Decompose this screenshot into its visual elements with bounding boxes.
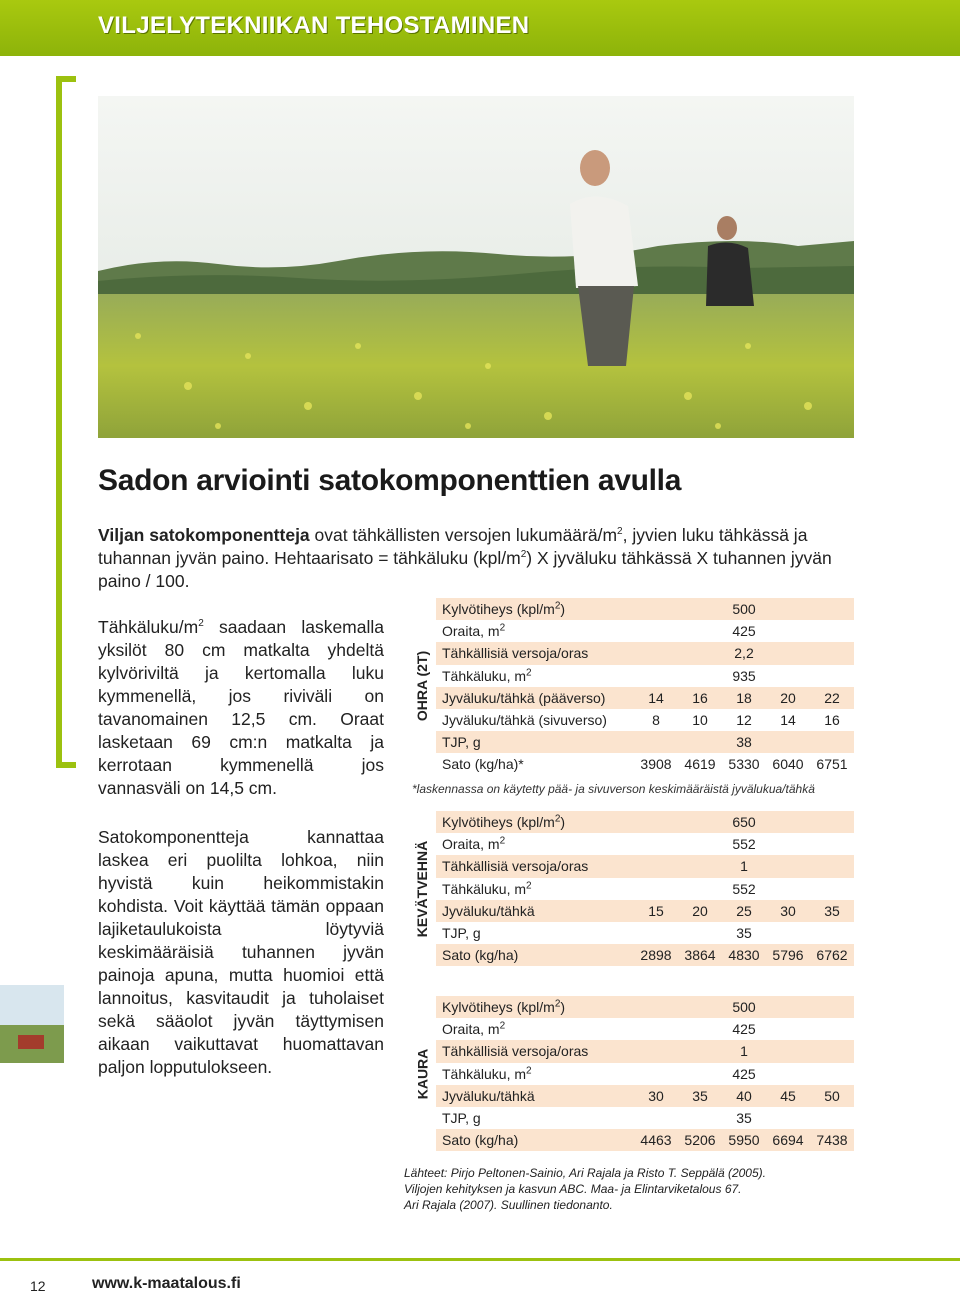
table-row: Kylvötiheys $(kpl/m^2)$ 500 (436, 996, 854, 1018)
table-row: Jyväluku/tähkä (sivuverso) 8 10 12 14 16 (442, 711, 840, 728)
table-row: Oraita, $m^2$ 552 (442, 835, 756, 853)
table-row: Sato (kg/ha) 2898 3864 4830 5796 6762 (436, 944, 854, 966)
col2-text: Satokomponentteja kannattaa laskea eri puolilta lohkoa, niin hyvistä kuin heikommistakin kohdista. Voit käyttää tämän oppaan lajiketaulukoista löytyviä keskimääräisiä tuhannen jyvän painoja apuna, mutta huomioi että lannoitus, kasvitaudit ja tuholaiset sekä sääolot jyvän täyttymisen aikaan vaikuttavat huomattavan paljon lopputulokseen. (98, 827, 384, 1077)
table-row: TJP, g 38 (436, 731, 854, 753)
column-paragraph-1 (98, 616, 384, 800)
table-ohra (436, 598, 854, 776)
page-number: 12 (30, 1278, 46, 1294)
table-row: Sato (kg/ha) 4463 5206 5950 6694 7438 (436, 1129, 854, 1151)
table-row: Kylvötiheys $(kpl/m^2)$ 500 (436, 598, 854, 620)
col1-text-b: saadaan laskemalla yksilöt 80 cm matkalta yhdeltä kylvöriviltä ja kertomalla luku kymmenellä, jos riviväli on tavanomainen 12,5 cm. Oraat lasketaan 69 cm:n matkalta ja kerrotaan kymmenellä jos vannasväli on 14,5 cm. (98, 617, 384, 798)
decorative-bracket (56, 76, 76, 768)
side-thumbnail (0, 985, 64, 1063)
footer-url[interactable]: www.k-maatalous.fi (92, 1275, 241, 1292)
table-kaura (436, 996, 854, 1151)
source-line: Viljojen kehityksen ja kasvun ABC. Maa- ja Elintarviketalous 67. (404, 1182, 742, 1196)
intro-paragraph (98, 524, 858, 593)
header-title: VILJELYTEKNIIKAN TEHOSTAMINEN (98, 12, 530, 39)
sources (404, 1165, 766, 1213)
table-row: TJP, g 35 (442, 1109, 752, 1126)
col1-text-a: Tähkäluku/m (98, 617, 199, 637)
table-row: Oraita, $m^2$ 425 (442, 622, 756, 640)
table-label-kaura: KAURA (414, 1048, 430, 1099)
table-kevatvehna (436, 811, 854, 966)
section-title: Sadon arviointi satokomponenttien avulla (98, 464, 682, 497)
table-row: Tähkäluku, $m^2$ 425 (442, 1064, 756, 1082)
table-row: Tähkällisiä versoja/oras 2,2 (436, 642, 854, 664)
intro-sup-1: 2 (617, 526, 623, 538)
footer-bar (0, 1258, 960, 1261)
table-label-kevatvehna: KEVÄTVEHNÄ (414, 840, 430, 937)
intro-sup-2: 2 (520, 549, 527, 561)
table-row: Jyväluku/tähkä 30 35 40 45 50 (436, 1085, 854, 1107)
table-row: Oraita, $m^2$ 425 (442, 1020, 756, 1038)
table-row: Tähkäluku, $m^2$ 552 (442, 879, 756, 897)
intro-bold-lead: Viljan satokomponentteja (98, 525, 310, 545)
intro-text-c: ) X jyväluku tähkässä X tuhannen jyvän paino / 100. (98, 548, 832, 591)
table-row: Sato (kg/ha)* 3908 4619 5330 6040 6751 (442, 756, 848, 773)
table-row: Jyväluku/tähkä 15 20 25 30 35 (436, 900, 854, 922)
table-label-ohra: OHRA (2T) (414, 650, 431, 722)
source-line: Ari Rajala (2007). Suullinen tiedonanto. (404, 1198, 613, 1212)
table-row: Kylvötiheys $(kpl/m^2)$ 650 (436, 811, 854, 833)
column-paragraph-2 (98, 826, 384, 1079)
source-line: Lähteet: Pirjo Peltonen-Sainio, Ari Rajala ja Risto T. Seppälä (2005). (404, 1166, 766, 1180)
intro-text-b: , jyvien luku tähkässä ja tuhannan jyvän paino. Hehtaarisato = tähkäluku (kpl/m (98, 525, 808, 568)
col1-sup: 2 (198, 618, 204, 630)
table-row: Tähkällisiä versoja/oras 1 (436, 1040, 854, 1062)
table-note: *laskennassa on käytetty pää- ja sivuverson keskimääräistä jyvälukua/tähkä (412, 782, 815, 796)
table-row: TJP, g 35 (442, 924, 752, 941)
intro-text-a: ovat tähkällisten versojen lukumäärä/m (309, 525, 618, 545)
table-row: Tähkäluku, $m^2$ 935 (442, 666, 756, 684)
table-row: Jyväluku/tähkä (pääverso) 14 16 18 20 22 (436, 687, 854, 709)
table-row: Tähkällisiä versoja/oras 1 (436, 855, 854, 877)
field-photo (98, 96, 854, 438)
